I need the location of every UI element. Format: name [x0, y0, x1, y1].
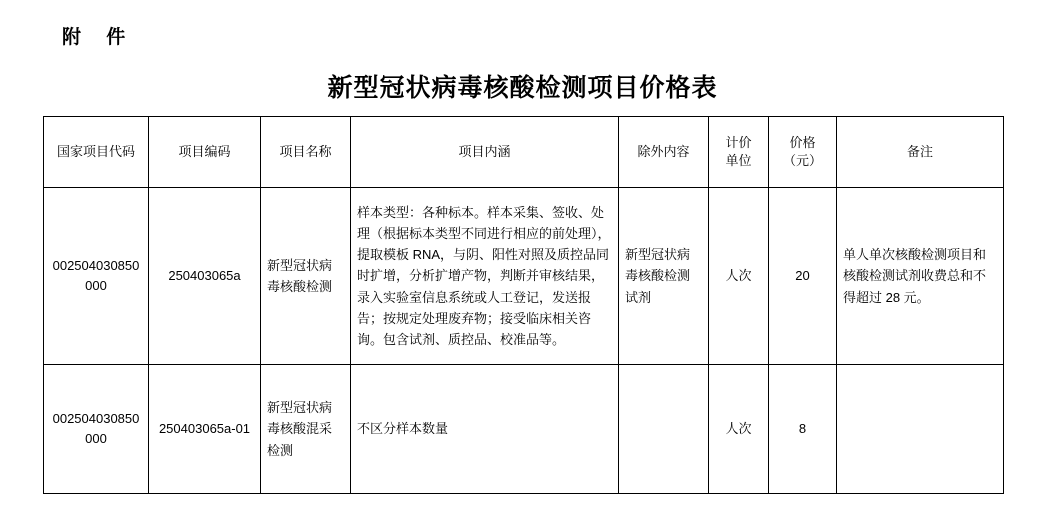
- attachment-label: 附 件: [62, 27, 136, 48]
- cell-unit: 人次: [709, 365, 769, 494]
- header-price: [769, 117, 837, 188]
- price-table: [43, 116, 1004, 494]
- header-unit-line2: 单位: [725, 153, 752, 168]
- cell-item-name: 新型冠状病毒核酸混采检测: [261, 365, 351, 494]
- header-unit: [709, 117, 769, 188]
- table-row: [44, 188, 1004, 365]
- header-item-name: 项目名称: [261, 117, 351, 188]
- header-remark: 备注: [837, 117, 1004, 188]
- cell-item-name: 新型冠状病毒核酸检测: [261, 188, 351, 365]
- cell-remark: [837, 365, 1004, 494]
- table-row: [44, 365, 1004, 494]
- cell-item-content: 样本类型：各种标本。样本采集、签收、处理（根据标本类型不同进行相应的前处理），提取模板 RNA，与阴、阳性对照及质控品同时扩增，分析扩增产物，判断并审核结果，录入实验室信息系统或人工登记，发送报告；按规定处理废弃物；接受临床相关咨询。包含试剂、质控品、校准品等。: [351, 188, 619, 365]
- page-title: 新型冠状病毒核酸检测项目价格表: [327, 74, 718, 102]
- header-unit-line1: 计价: [725, 135, 752, 151]
- header-item-code: 项目编码: [149, 117, 261, 188]
- header-excluded: 除外内容: [619, 117, 709, 188]
- cell-price: 8: [769, 365, 837, 494]
- header-price-line1: 价格: [789, 135, 816, 151]
- cell-item-content: 不区分样本数量: [351, 365, 619, 494]
- table-header-row: [44, 117, 1004, 188]
- cell-remark: 单人单次核酸检测项目和核酸检测试剂收费总和不得超过 28 元。: [837, 188, 1004, 365]
- cell-unit: 人次: [709, 188, 769, 365]
- header-national-code: 国家项目代码: [44, 117, 149, 188]
- cell-item-code: 250403065a: [149, 188, 261, 365]
- header-item-content: 项目内涵: [351, 117, 619, 188]
- cell-national-code: 002504030850000: [44, 188, 149, 365]
- header-price-line2: （元）: [782, 153, 822, 168]
- cell-item-code: 250403065a-01: [149, 365, 261, 494]
- cell-price: 20: [769, 188, 837, 365]
- cell-excluded: 新型冠状病毒核酸检测试剂: [619, 188, 709, 365]
- cell-excluded: [619, 365, 709, 494]
- cell-national-code: 002504030850000: [44, 365, 149, 494]
